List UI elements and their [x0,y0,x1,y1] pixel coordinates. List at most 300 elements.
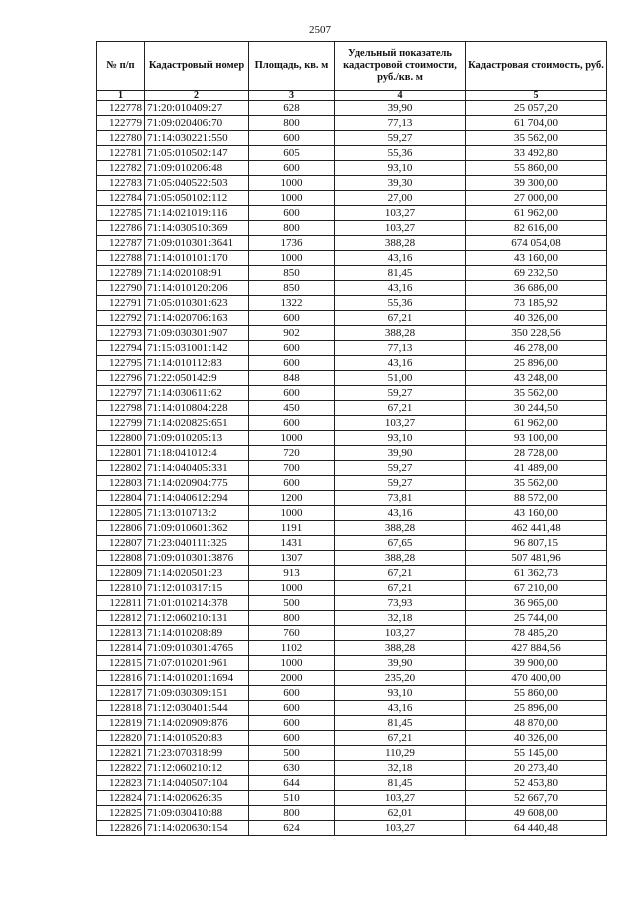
table-row [97,686,607,701]
unit-value-cell: 43,16 [335,701,466,716]
row-number-cell: 122825 [97,806,145,821]
table-row [97,206,607,221]
area-cell: 500 [249,746,335,761]
cadastral-number-cell: 71:13:010713:2 [145,506,249,521]
cadastral-value-cell: 35 562,00 [466,476,607,491]
area-cell: 644 [249,776,335,791]
cadastral-number-cell: 71:07:010201:961 [145,656,249,671]
row-number-cell: 122789 [97,266,145,281]
table-row [97,521,607,536]
cadastral-value-cell: 350 228,56 [466,326,607,341]
unit-value-cell: 93,10 [335,161,466,176]
cadastral-value-cell: 507 481,96 [466,551,607,566]
cadastral-value-cell: 39 300,00 [466,176,607,191]
row-number-cell: 122817 [97,686,145,701]
area-cell: 624 [249,821,335,836]
cadastral-value-cell: 52 453,80 [466,776,607,791]
cadastral-number-cell: 71:14:010112:83 [145,356,249,371]
table-row [97,476,607,491]
cadastral-number-cell: 71:14:020626:35 [145,791,249,806]
row-number-cell: 122781 [97,146,145,161]
unit-value-cell: 103,27 [335,821,466,836]
row-number-cell: 122810 [97,581,145,596]
area-cell: 760 [249,626,335,641]
area-cell: 848 [249,371,335,386]
cadastral-number-cell: 71:14:010201:1694 [145,671,249,686]
row-number-cell: 122804 [97,491,145,506]
cadastral-number-cell: 71:05:040522:503 [145,176,249,191]
unit-value-cell: 235,20 [335,671,466,686]
cadastral-number-cell: 71:14:040507:104 [145,776,249,791]
cadastral-value-cell: 61 962,00 [466,416,607,431]
unit-value-cell: 51,00 [335,371,466,386]
cadastral-value-cell: 49 608,00 [466,806,607,821]
table-row [97,266,607,281]
row-number-cell: 122793 [97,326,145,341]
table-row [97,716,607,731]
table-row [97,146,607,161]
area-cell: 630 [249,761,335,776]
area-cell: 1191 [249,521,335,536]
table-row [97,281,607,296]
unit-value-cell: 59,27 [335,461,466,476]
cadastral-number-cell: 71:23:070318:99 [145,746,249,761]
table-row [97,386,607,401]
table-row [97,371,607,386]
cadastral-value-cell: 96 807,15 [466,536,607,551]
unit-value-cell: 103,27 [335,221,466,236]
area-cell: 2000 [249,671,335,686]
area-cell: 1000 [249,176,335,191]
area-cell: 600 [249,131,335,146]
cadastral-value-cell: 470 400,00 [466,671,607,686]
table-row [97,446,607,461]
row-number-cell: 122814 [97,641,145,656]
area-cell: 500 [249,596,335,611]
row-number-cell: 122812 [97,611,145,626]
area-cell: 605 [249,146,335,161]
area-cell: 850 [249,281,335,296]
cadastral-value-cell: 25 896,00 [466,356,607,371]
cadastral-value-cell: 82 616,00 [466,221,607,236]
unit-value-cell: 81,45 [335,716,466,731]
unit-value-cell: 388,28 [335,641,466,656]
cadastral-value-cell: 73 185,92 [466,296,607,311]
cadastral-number-cell: 71:14:020108:91 [145,266,249,281]
row-number-cell: 122795 [97,356,145,371]
table-row [97,626,607,641]
unit-value-cell: 55,36 [335,296,466,311]
cadastral-number-cell: 71:09:010601:362 [145,521,249,536]
row-number-cell: 122792 [97,311,145,326]
row-number-cell: 122801 [97,446,145,461]
unit-value-cell: 43,16 [335,251,466,266]
cadastral-number-cell: 71:09:010206:48 [145,161,249,176]
area-cell: 600 [249,731,335,746]
unit-value-cell: 67,21 [335,731,466,746]
cadastral-value-cell: 52 667,70 [466,791,607,806]
row-number-cell: 122799 [97,416,145,431]
cadastral-number-cell: 71:09:010301:4765 [145,641,249,656]
row-number-cell: 122796 [97,371,145,386]
cadastral-value-cell: 40 326,00 [466,731,607,746]
unit-value-cell: 103,27 [335,206,466,221]
unit-value-cell: 55,36 [335,146,466,161]
table-row [97,611,607,626]
cadastral-value-cell: 25 057,20 [466,101,607,116]
table-row [97,116,607,131]
unit-value-cell: 32,18 [335,611,466,626]
row-number-cell: 122808 [97,551,145,566]
cadastral-number-cell: 71:14:030221:550 [145,131,249,146]
cadastral-value-cell: 462 441,48 [466,521,607,536]
unit-value-cell: 67,21 [335,581,466,596]
cadastral-number-cell: 71:14:020630:154 [145,821,249,836]
table-row [97,746,607,761]
area-cell: 800 [249,221,335,236]
cadastral-number-cell: 71:20:010409:27 [145,101,249,116]
table-row [97,671,607,686]
cadastral-value-cell: 33 492,80 [466,146,607,161]
cadastral-value-cell: 55 860,00 [466,686,607,701]
unit-value-cell: 39,90 [335,101,466,116]
row-number-cell: 122780 [97,131,145,146]
cadastral-number-cell: 71:01:010214:378 [145,596,249,611]
area-cell: 1000 [249,656,335,671]
cadastral-number-cell: 71:12:030401:544 [145,701,249,716]
unit-value-cell: 59,27 [335,386,466,401]
unit-value-cell: 77,13 [335,116,466,131]
cadastral-number-cell: 71:14:021019:116 [145,206,249,221]
row-number-cell: 122794 [97,341,145,356]
cadastral-value-cell: 69 232,50 [466,266,607,281]
unit-value-cell: 81,45 [335,776,466,791]
cadastral-value-cell: 27 000,00 [466,191,607,206]
unit-value-cell: 110,29 [335,746,466,761]
area-cell: 600 [249,161,335,176]
cadastral-value-cell: 55 145,00 [466,746,607,761]
table-row [97,221,607,236]
cadastral-value-cell: 46 278,00 [466,341,607,356]
area-cell: 913 [249,566,335,581]
unit-value-cell: 81,45 [335,266,466,281]
unit-value-cell: 93,10 [335,431,466,446]
cadastral-value-cell: 43 160,00 [466,506,607,521]
row-number-cell: 122782 [97,161,145,176]
column-index-row [97,91,607,101]
row-number-cell: 122802 [97,461,145,476]
cadastral-value-cell: 28 728,00 [466,446,607,461]
area-cell: 1736 [249,236,335,251]
row-number-cell: 122811 [97,596,145,611]
row-number-cell: 122785 [97,206,145,221]
column-index: 3 [249,91,335,101]
row-number-cell: 122819 [97,716,145,731]
row-number-cell: 122806 [97,521,145,536]
cadastral-number-cell: 71:12:010317:15 [145,581,249,596]
table-row [97,341,607,356]
cadastral-number-cell: 71:14:010120:206 [145,281,249,296]
area-cell: 800 [249,806,335,821]
row-number-cell: 122823 [97,776,145,791]
row-number-cell: 122797 [97,386,145,401]
cadastral-number-cell: 71:09:030309:151 [145,686,249,701]
table-row [97,821,607,836]
unit-value-cell: 59,27 [335,131,466,146]
area-cell: 902 [249,326,335,341]
cadastral-number-cell: 71:14:010208:89 [145,626,249,641]
area-cell: 510 [249,791,335,806]
cadastral-number-cell: 71:18:041012:4 [145,446,249,461]
table-row [97,656,607,671]
cadastral-value-cell: 48 870,00 [466,716,607,731]
row-number-cell: 122788 [97,251,145,266]
table-row [97,251,607,266]
unit-value-cell: 77,13 [335,341,466,356]
unit-value-cell: 103,27 [335,791,466,806]
unit-value-cell: 27,00 [335,191,466,206]
column-titles-row [97,42,607,91]
cadastral-value-cell: 39 900,00 [466,656,607,671]
cadastral-value-cell: 61 962,00 [466,206,607,221]
cadastral-value-cell: 35 562,00 [466,386,607,401]
cadastral-value-cell: 55 860,00 [466,161,607,176]
area-cell: 1322 [249,296,335,311]
cadastral-number-cell: 71:14:040612:294 [145,491,249,506]
cadastral-number-cell: 71:14:020825:651 [145,416,249,431]
unit-value-cell: 388,28 [335,551,466,566]
table-row [97,461,607,476]
row-number-cell: 122805 [97,506,145,521]
row-number-cell: 122815 [97,656,145,671]
table-row [97,236,607,251]
unit-value-cell: 39,90 [335,446,466,461]
row-number-cell: 122818 [97,701,145,716]
row-number-cell: 122800 [97,431,145,446]
cadastral-number-cell: 71:09:010205:13 [145,431,249,446]
row-number-cell: 122807 [97,536,145,551]
table-row [97,731,607,746]
cadastral-number-cell: 71:14:010520:83 [145,731,249,746]
column-header-row-number: № п/п [97,42,145,91]
page-number: 2507 [309,24,331,36]
area-cell: 628 [249,101,335,116]
row-number-cell: 122826 [97,821,145,836]
cadastral-value-cell: 67 210,00 [466,581,607,596]
unit-value-cell: 93,10 [335,686,466,701]
area-cell: 1307 [249,551,335,566]
column-index: 1 [97,91,145,101]
cadastral-number-cell: 71:22:050142:9 [145,371,249,386]
table-row [97,191,607,206]
unit-value-cell: 39,30 [335,176,466,191]
row-number-cell: 122820 [97,731,145,746]
cadastral-number-cell: 71:14:010804:228 [145,401,249,416]
row-number-cell: 122798 [97,401,145,416]
table-row [97,581,607,596]
table-row [97,596,607,611]
row-number-cell: 122821 [97,746,145,761]
cadastral-value-cell: 36 965,00 [466,596,607,611]
cadastral-value-cell: 35 562,00 [466,131,607,146]
column-index: 4 [335,91,466,101]
area-cell: 600 [249,476,335,491]
table-row [97,326,607,341]
cadastral-value-cell: 36 686,00 [466,281,607,296]
cadastral-value-cell: 61 704,00 [466,116,607,131]
unit-value-cell: 73,93 [335,596,466,611]
table-row [97,401,607,416]
table-row [97,131,607,146]
cadastral-value-cell: 40 326,00 [466,311,607,326]
column-header-area: Площадь, кв. м [249,42,335,91]
row-number-cell: 122803 [97,476,145,491]
cadastral-value-cell: 30 244,50 [466,401,607,416]
cadastral-number-cell: 71:12:060210:131 [145,611,249,626]
table-row [97,431,607,446]
column-index: 5 [466,91,607,101]
cadastral-number-cell: 71:14:020706:163 [145,311,249,326]
table-row [97,356,607,371]
area-cell: 600 [249,206,335,221]
table-row [97,176,607,191]
area-cell: 720 [249,446,335,461]
row-number-cell: 122783 [97,176,145,191]
cadastral-number-cell: 71:14:030510:369 [145,221,249,236]
unit-value-cell: 67,21 [335,566,466,581]
cadastral-value-cell: 43 160,00 [466,251,607,266]
cadastral-value-cell: 43 248,00 [466,371,607,386]
table-row [97,806,607,821]
cadastral-value-cell: 78 485,20 [466,626,607,641]
cadastral-value-cell: 427 884,56 [466,641,607,656]
cadastral-value-table [96,41,607,836]
area-cell: 1000 [249,506,335,521]
table-row [97,641,607,656]
cadastral-value-cell: 61 362,73 [466,566,607,581]
unit-value-cell: 388,28 [335,326,466,341]
cadastral-number-cell: 71:09:010301:3641 [145,236,249,251]
table-row [97,761,607,776]
unit-value-cell: 388,28 [335,236,466,251]
row-number-cell: 122784 [97,191,145,206]
cadastral-number-cell: 71:14:020904:775 [145,476,249,491]
cadastral-number-cell: 71:14:020501:23 [145,566,249,581]
cadastral-number-cell: 71:09:020406:70 [145,116,249,131]
row-number-cell: 122787 [97,236,145,251]
cadastral-number-cell: 71:05:050102:112 [145,191,249,206]
cadastral-value-cell: 64 440,48 [466,821,607,836]
cadastral-value-cell: 41 489,00 [466,461,607,476]
table-row [97,566,607,581]
area-cell: 600 [249,416,335,431]
table-header [97,42,607,101]
table-row [97,776,607,791]
row-number-cell: 122790 [97,281,145,296]
unit-value-cell: 59,27 [335,476,466,491]
row-number-cell: 122816 [97,671,145,686]
cadastral-number-cell: 71:15:031001:142 [145,341,249,356]
area-cell: 600 [249,386,335,401]
row-number-cell: 122791 [97,296,145,311]
area-cell: 450 [249,401,335,416]
area-cell: 1000 [249,191,335,206]
row-number-cell: 122822 [97,761,145,776]
unit-value-cell: 43,16 [335,506,466,521]
unit-value-cell: 39,90 [335,656,466,671]
unit-value-cell: 103,27 [335,626,466,641]
table-row [97,491,607,506]
cadastral-number-cell: 71:09:030410:88 [145,806,249,821]
row-number-cell: 122824 [97,791,145,806]
row-number-cell: 122779 [97,116,145,131]
cadastral-value-cell: 25 744,00 [466,611,607,626]
cadastral-number-cell: 71:14:040405:331 [145,461,249,476]
table-row [97,161,607,176]
column-index: 2 [145,91,249,101]
row-number-cell: 122778 [97,101,145,116]
cadastral-value-cell: 88 572,00 [466,491,607,506]
column-header-unit-value: Удельный показатель кадастровой стоимости, руб./кв. м [335,42,466,91]
unit-value-cell: 73,81 [335,491,466,506]
table-row [97,101,607,116]
unit-value-cell: 43,16 [335,356,466,371]
column-header-cadastral-number: Кадастровый номер [145,42,249,91]
cadastral-number-cell: 71:14:030611:62 [145,386,249,401]
table-body [97,101,607,836]
area-cell: 1200 [249,491,335,506]
unit-value-cell: 388,28 [335,521,466,536]
cadastral-number-cell: 71:14:010101:170 [145,251,249,266]
cadastral-number-cell: 71:14:020909:876 [145,716,249,731]
area-cell: 700 [249,461,335,476]
unit-value-cell: 43,16 [335,281,466,296]
area-cell: 600 [249,311,335,326]
area-cell: 1431 [249,536,335,551]
unit-value-cell: 32,18 [335,761,466,776]
area-cell: 600 [249,356,335,371]
area-cell: 1000 [249,581,335,596]
table-row [97,296,607,311]
area-cell: 600 [249,701,335,716]
cadastral-number-cell: 71:09:030301:907 [145,326,249,341]
row-number-cell: 122809 [97,566,145,581]
cadastral-value-cell: 25 896,00 [466,701,607,716]
table-row [97,536,607,551]
area-cell: 800 [249,611,335,626]
area-cell: 600 [249,716,335,731]
unit-value-cell: 67,21 [335,401,466,416]
cadastral-number-cell: 71:09:010301:3876 [145,551,249,566]
cadastral-number-cell: 71:05:010502:147 [145,146,249,161]
cadastral-value-cell: 20 273,40 [466,761,607,776]
row-number-cell: 122813 [97,626,145,641]
row-number-cell: 122786 [97,221,145,236]
column-header-cadastral-value: Кадастровая стоимость, руб. [466,42,607,91]
area-cell: 600 [249,686,335,701]
cadastral-value-cell: 93 100,00 [466,431,607,446]
table-row [97,551,607,566]
cadastral-number-cell: 71:05:010301:623 [145,296,249,311]
area-cell: 850 [249,266,335,281]
area-cell: 800 [249,116,335,131]
cadastral-number-cell: 71:23:040111:325 [145,536,249,551]
cadastral-number-cell: 71:12:060210:12 [145,761,249,776]
unit-value-cell: 67,65 [335,536,466,551]
area-cell: 1000 [249,251,335,266]
area-cell: 1000 [249,431,335,446]
unit-value-cell: 67,21 [335,311,466,326]
